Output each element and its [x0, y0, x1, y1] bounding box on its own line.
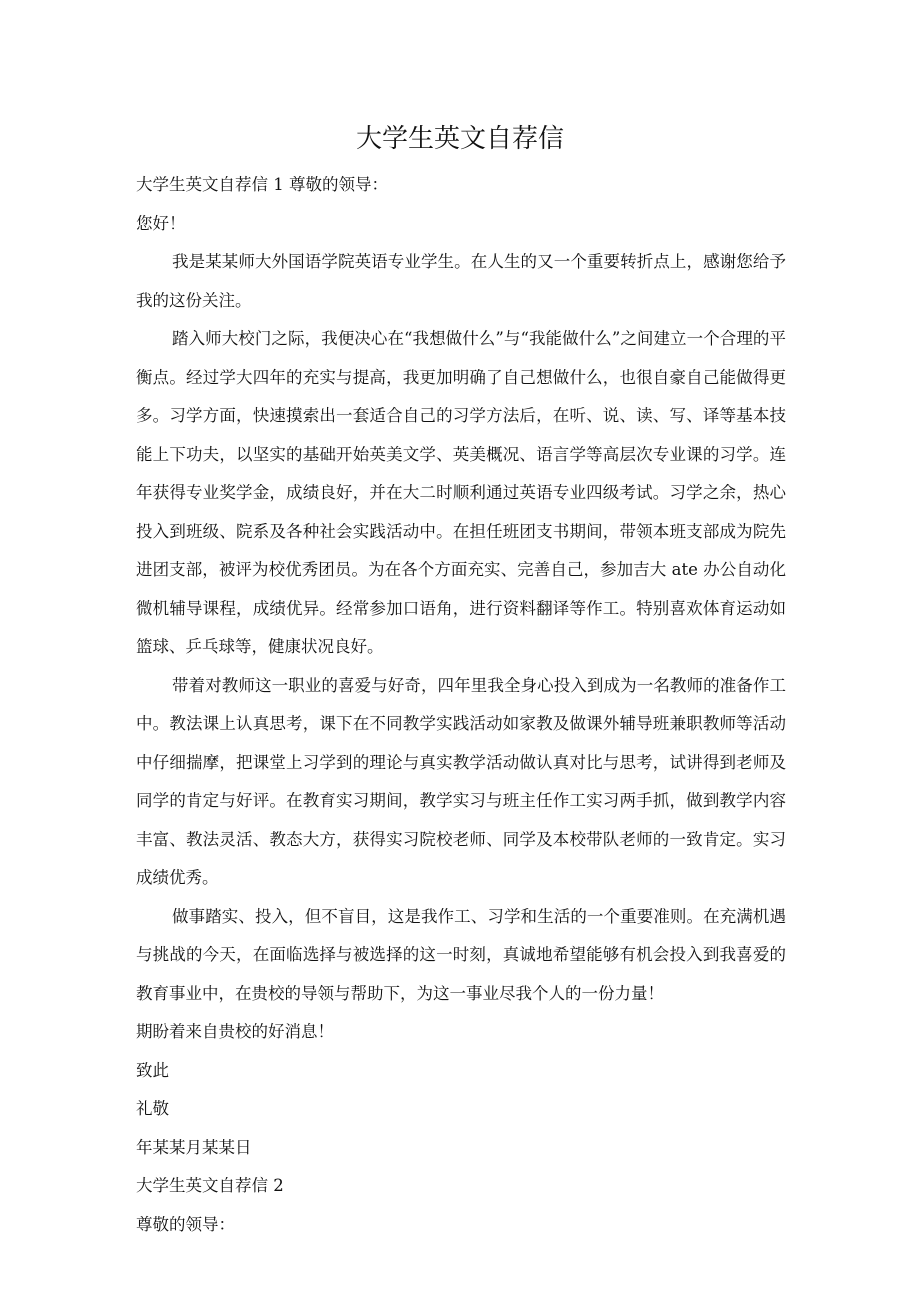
letter-2-heading: 大学生英文自荐信 2 — [136, 1176, 284, 1195]
document-title: 大学生英文自荐信 — [355, 124, 564, 154]
greeting: 您好！ — [136, 213, 186, 233]
closing-line-wish: 期盼着来自贵校的好消息！ — [136, 1022, 334, 1041]
paragraph-1: 我是某某师大外国语学院英语专业学生。在人生的又一个重要转折点上，感谢您给予我的这份关注。 — [136, 252, 786, 310]
paragraph-3: 带着对教师这一职业的喜爱与好奇，四年里我全身心投入到成为一名教师的准备作工中。教法课上认真思考，课下在不同教学实践活动如家教及做课外辅导班兼职教师等活动中仔细揣摩，把课堂上习学到的理论与真实教学活动做认真对比与思考，试讲得到老师及同学的肯定与好评。在教育实习期间，教学实习与班主任作工实习两手抓，做到教学内容丰富、教法灵活、教态大方，获得实习院校老师、同学及本校带队老师的一致肯定。实习成绩优秀。 — [136, 675, 786, 887]
letter-2-salutation: 尊敬的领导： — [136, 1214, 235, 1234]
closing-line-date: 年某某月某某日 — [136, 1137, 252, 1157]
closing-line-salute: 致此 — [136, 1060, 169, 1080]
document-body — [136, 166, 786, 1244]
closing-line-respect: 礼敬 — [136, 1099, 169, 1118]
paragraph-4: 做事踏实、投入，但不盲目，这是我作工、习学和生活的一个重要准则。在充满机遇与挑战的今天，在面临选择与被选择的这一时刻，真诚地希望能够有机会投入到我喜爱的教育事业中，在贵校的导领与帮助下，为这一事业尽我个人的一份力量！ — [136, 906, 786, 1003]
paragraph-2: 踏入师大校门之际，我便决心在“我想做什么”与“我能做什么”之间建立一个合理的平衡点。经过学大四年的充实与提高，我更加明确了自己想做什么，也很自豪自己能做得更多。习学方面，快速摸索出一套适合自己的习学方法后，在听、说、读、写、译等基本技能上下功夫，以坚实的基础开始英美文学、英美概况、语言学等高层次专业课的习学。连年获得专业奖学金，成绩良好，并在大二时顺利通过英语专业四级考试。习学之余，热心投入到班级、院系及各种社会实践活动中。在担任班团支书期间，带领本班支部成为院先进团支部，被评为校优秀团员。为在各个方面充实、完善自己，参加吉大 ate 办公自动化微机辅导课程，成绩优异。经常参加口语角，进行资料翻译等作工。特别喜欢体育运动如篮球、乒乓球等，健康状况良好。 — [136, 329, 786, 656]
intro-line: 大学生英文自荐信 1 尊敬的领导： — [136, 175, 388, 194]
